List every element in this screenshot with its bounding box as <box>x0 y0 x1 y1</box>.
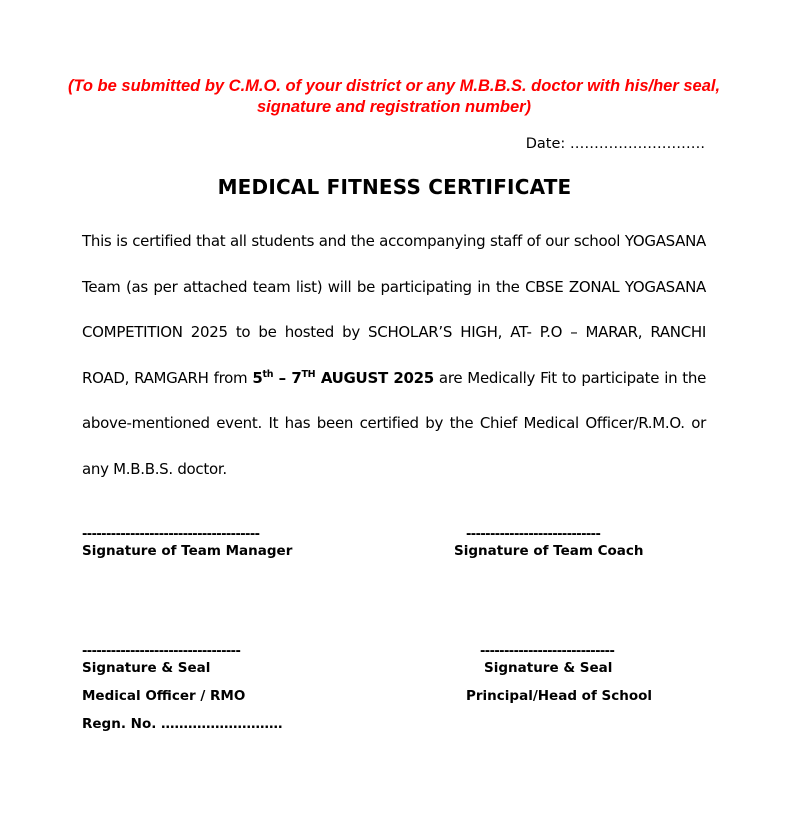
principal-label: Principal/Head of School <box>466 688 653 704</box>
team-manager-signature-label: Signature of Team Manager <box>82 543 293 559</box>
date-line: Date: ………………………. <box>525 136 705 152</box>
date-start-number: 5 <box>252 368 263 387</box>
certificate-title: MEDICAL FITNESS CERTIFICATE <box>217 175 572 199</box>
medical-officer-signature-line: --------------------------------- <box>82 644 241 659</box>
submission-note-line-1: (To be submitted by C.M.O. of your district or any M.B.B.S. doctor with his/her seal, <box>67 77 721 95</box>
team-coach-signature-label: Signature of Team Coach <box>454 543 644 559</box>
principal-signature-block <box>466 645 652 705</box>
certificate-body <box>82 219 706 492</box>
medical-officer-seal-label: Signature & Seal <box>82 660 211 676</box>
body-text-part-1: This is certified that all students and the accompanying staff of our school YOGASANA Team (as per attached team list) will be participating in the CBSE ZONAL YOGASANA COMPETITION 2025 to be hosted by SCHOLAR’S HIGH, AT- P.O – MARAR, RANCHI ROAD, RAMGARH from <box>82 232 706 387</box>
submission-note <box>60 76 728 118</box>
team-manager-signature-block <box>82 528 292 560</box>
medical-officer-label: Medical Officer / RMO <box>82 688 246 704</box>
body-text-part-2: are Medically Fit to participate in the above-mentioned event. It has been certified by the Chief Medical Officer/R.M.O. or any M.B.B.S. doctor. <box>82 368 707 478</box>
date-month-year: AUGUST 2025 <box>315 368 434 387</box>
registration-number-label: Regn. No. ……………………… <box>82 716 283 732</box>
team-coach-signature-block <box>454 528 644 560</box>
date-end-number: 7 <box>291 368 302 387</box>
principal-seal-label: Signature & Seal <box>484 660 613 676</box>
team-manager-signature-line: ------------------------------------- <box>82 527 260 542</box>
date-start-suffix: th <box>262 368 274 380</box>
medical-officer-signature-block <box>82 645 283 733</box>
date-end-suffix: TH <box>301 368 316 380</box>
date-range-dash: – <box>273 368 292 387</box>
event-dates <box>252 369 434 387</box>
submission-note-line-2: signature and registration number) <box>256 98 532 116</box>
team-coach-signature-line: ---------------------------- <box>466 527 601 542</box>
principal-signature-line: ---------------------------- <box>480 644 615 659</box>
